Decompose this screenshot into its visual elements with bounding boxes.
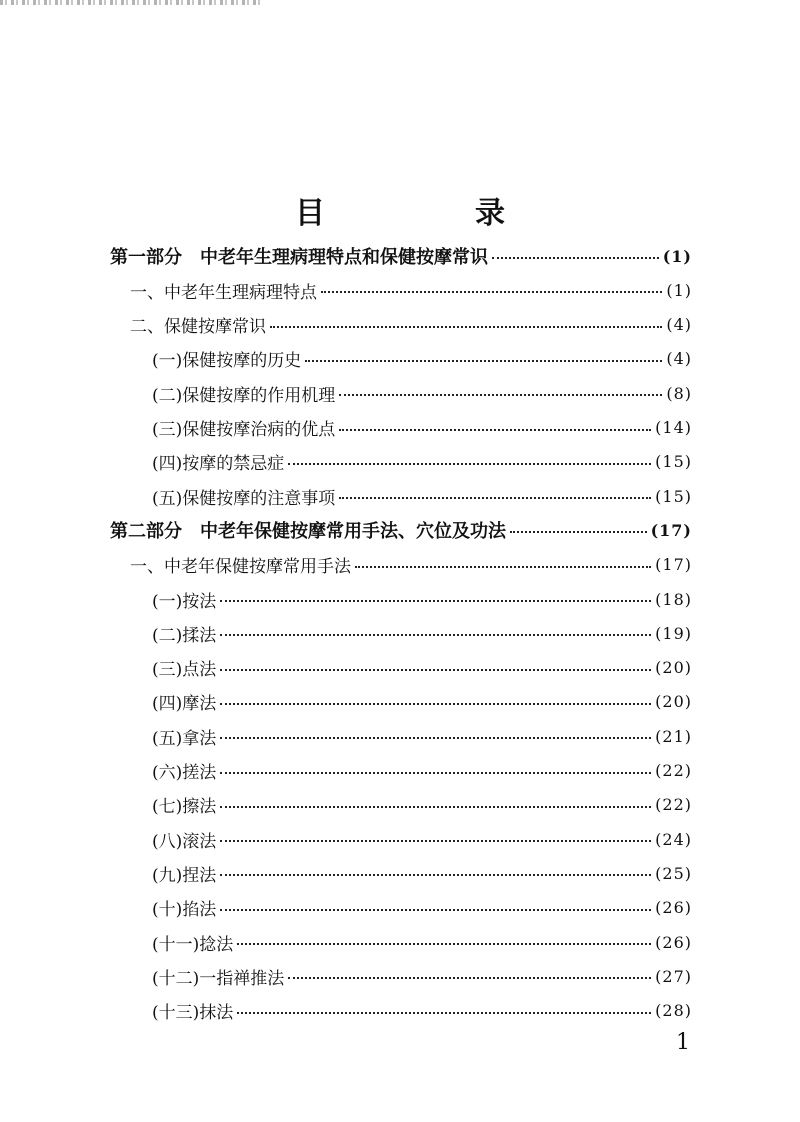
toc-leader-dots xyxy=(220,874,651,876)
toc-leader-dots xyxy=(355,566,651,568)
toc-entry xyxy=(152,757,692,785)
toc-entry-label: (二)揉法 xyxy=(152,625,217,646)
toc-entry-page: (19) xyxy=(655,623,692,643)
toc-entry xyxy=(110,516,692,544)
toc-entry xyxy=(152,619,692,647)
toc-leader-dots xyxy=(510,531,647,533)
toc-entry xyxy=(152,894,692,922)
toc-entry-label: (九)捏法 xyxy=(152,865,217,886)
toc-entry xyxy=(152,722,692,750)
toc-entry-page: (4) xyxy=(666,315,692,335)
toc-entry xyxy=(152,791,692,819)
toc-entry-page: (8) xyxy=(666,383,692,403)
toc-entry xyxy=(152,345,692,373)
toc-entry xyxy=(130,311,692,339)
toc-entry-page: (17) xyxy=(655,555,692,575)
toc-entry xyxy=(152,859,692,887)
toc-entry xyxy=(152,688,692,716)
toc-entry xyxy=(152,997,692,1025)
toc-entry-page: (20) xyxy=(655,692,692,712)
page-number: 1 xyxy=(676,1030,690,1055)
toc-entry-label: (十一)捻法 xyxy=(152,934,234,955)
toc-leader-dots xyxy=(220,703,651,705)
toc-entry xyxy=(130,551,692,579)
toc-entry xyxy=(152,825,692,853)
toc-entry-label: (四)摩法 xyxy=(152,694,217,715)
toc-entry-label: (十二)一指禅推法 xyxy=(152,968,285,989)
page-title: 目 录 xyxy=(295,196,565,232)
toc-leader-dots xyxy=(288,463,651,465)
toc-leader-dots xyxy=(339,394,662,396)
toc-entry-label: (五)保健按摩的注意事项 xyxy=(152,488,336,509)
toc-entry-page: (15) xyxy=(655,452,692,472)
toc-entry-page: (17) xyxy=(650,520,692,540)
toc-leader-dots xyxy=(220,600,651,602)
toc-entry-page: (22) xyxy=(655,761,692,780)
toc-entry-label: 第二部分 中老年保健按摩常用手法、穴位及功法 xyxy=(110,521,506,543)
toc-entry-page: (15) xyxy=(655,486,692,506)
toc-leader-dots xyxy=(339,497,651,499)
toc-entry-label: (三)保健按摩治病的优点 xyxy=(152,420,336,440)
toc-entry-page: (14) xyxy=(655,418,692,437)
toc-entry-page: (21) xyxy=(655,726,692,746)
toc-leader-dots xyxy=(220,840,651,842)
toc-entry-label: (十三)抹法 xyxy=(152,1003,234,1024)
toc-leader-dots xyxy=(305,360,662,362)
toc-entry-label: 第一部分 中老年生理病理特点和保健按摩常识 xyxy=(110,247,488,268)
toc-entry-page: (26) xyxy=(655,932,692,952)
toc-entry-page: (22) xyxy=(655,795,692,815)
scan-artifact xyxy=(0,0,260,5)
toc-entry-page: (1) xyxy=(666,280,692,300)
toc-entry xyxy=(152,654,692,682)
toc-entry-label: 二、保健按摩常识 xyxy=(130,317,266,338)
toc-leader-dots xyxy=(220,737,651,739)
toc-entry xyxy=(152,585,692,613)
toc-leader-dots xyxy=(220,634,651,636)
toc-entry xyxy=(152,928,692,956)
toc-leader-dots xyxy=(237,943,651,945)
toc-entry-page: (26) xyxy=(655,898,692,918)
toc-entry-page: (18) xyxy=(655,589,692,609)
toc-entry-page: (20) xyxy=(655,658,692,678)
toc-entry-page: (25) xyxy=(655,863,692,883)
toc-leader-dots xyxy=(321,291,662,293)
toc-leader-dots xyxy=(220,772,651,774)
toc-entry-label: 一、中老年生理病理特点 xyxy=(130,282,317,303)
toc-leader-dots xyxy=(220,669,651,671)
toc-entry xyxy=(130,276,692,304)
toc-leader-dots xyxy=(288,977,651,979)
toc-entry-label: (一)按法 xyxy=(152,591,217,612)
toc-leader-dots xyxy=(339,429,651,431)
toc-entry xyxy=(152,962,692,990)
toc-leader-dots xyxy=(270,326,662,328)
toc-entry-label: (一)保健按摩的历史 xyxy=(152,351,302,372)
toc-entry-label: (四)按摩的禁忌症 xyxy=(152,454,285,475)
toc-entry-page: (27) xyxy=(655,966,692,986)
toc-leader-dots xyxy=(492,257,659,259)
toc-entry xyxy=(110,242,692,270)
toc-entry-label: (三)点法 xyxy=(152,660,217,681)
toc-entry-page: (1) xyxy=(662,246,692,266)
toc-entry xyxy=(152,379,692,407)
toc-leader-dots xyxy=(220,806,651,808)
toc-entry-label: 一、中老年保健按摩常用手法 xyxy=(130,557,351,578)
toc-entry-label: (六)搓法 xyxy=(152,763,217,783)
toc-entry-label: (五)拿法 xyxy=(152,728,217,749)
toc-entry-page: (4) xyxy=(666,349,692,369)
toc-entry-label: (二)保健按摩的作用机理 xyxy=(152,385,336,406)
toc-entry xyxy=(152,414,692,442)
toc-entry-page: (28) xyxy=(655,1001,692,1021)
toc-leader-dots xyxy=(237,1012,651,1014)
toc-entry-label: (七)擦法 xyxy=(152,797,217,818)
toc-entry xyxy=(152,448,692,476)
toc-entry xyxy=(152,482,692,510)
toc-entry-page: (24) xyxy=(655,829,692,849)
toc-leader-dots xyxy=(220,909,651,911)
toc-entry-label: (十)掐法 xyxy=(152,900,217,921)
toc-entry-label: (八)滚法 xyxy=(152,831,217,852)
